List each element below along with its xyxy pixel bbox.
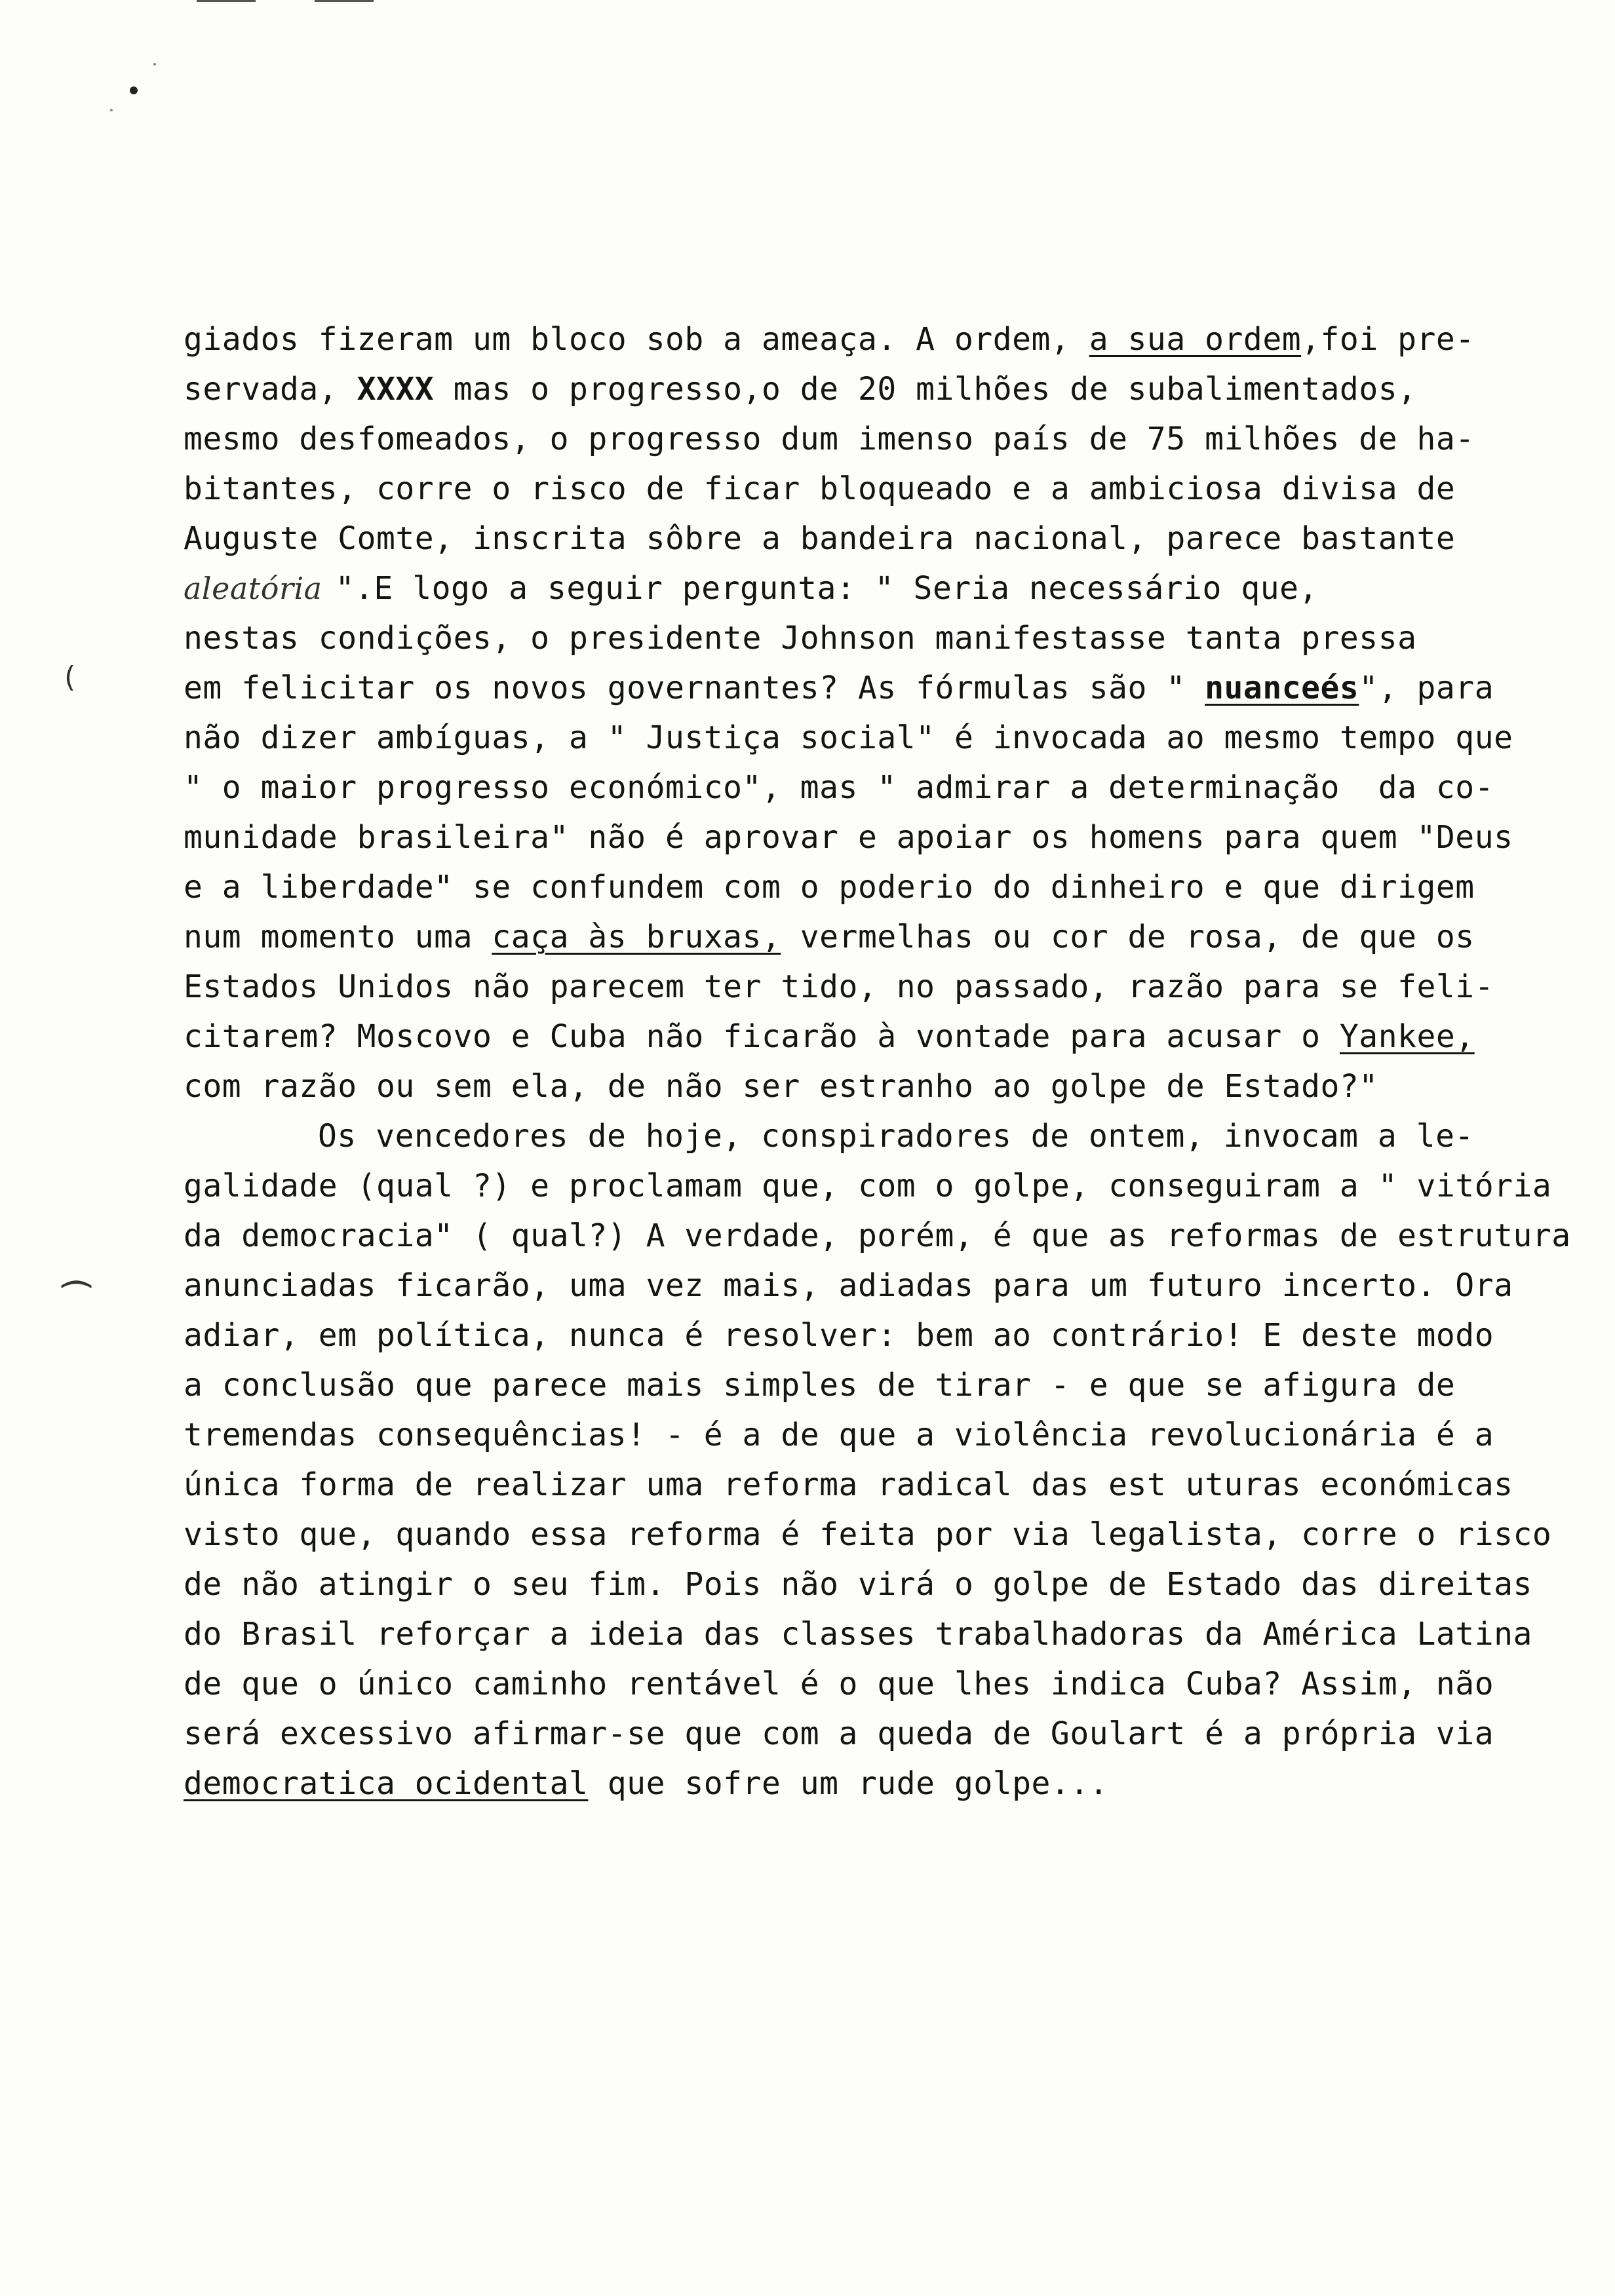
text-line bbox=[184, 1111, 1586, 1161]
text-line bbox=[184, 1759, 1586, 1808]
text-segment: ,foi pre- bbox=[1301, 321, 1475, 358]
text-segment: a conclusão que parece mais simples de tirar - e que se afigura de bbox=[184, 1367, 1456, 1404]
margin-curve-mark: ) bbox=[56, 1277, 96, 1292]
text-line bbox=[184, 1261, 1586, 1311]
text-line bbox=[184, 464, 1586, 514]
text-line bbox=[184, 813, 1586, 862]
text-segment: num momento uma bbox=[184, 919, 492, 955]
text-segment: vermelhas ou cor de rosa, de que os bbox=[781, 919, 1475, 955]
text-segment: ".E logo a seguir pergunta: " Seria necessário que, bbox=[335, 570, 1318, 607]
text-line bbox=[184, 862, 1586, 912]
ink-speck bbox=[130, 86, 138, 94]
text-line bbox=[184, 1062, 1586, 1111]
text-line bbox=[184, 663, 1586, 713]
top-edge-mark bbox=[197, 0, 256, 2]
ink-speck bbox=[110, 109, 113, 111]
text-segment: giados fizeram um bloco sob a ameaça. A ordem, bbox=[184, 321, 1089, 358]
underlined-text: nuanceés bbox=[1205, 670, 1359, 706]
text-segment: única forma de realizar uma reforma radical das est uturas económicas bbox=[184, 1466, 1513, 1503]
text-segment: citarem? Moscovo e Cuba não ficarão à vontade para acusar o bbox=[184, 1018, 1340, 1055]
text-segment: mas o progresso,o de 20 milhões de subalimentados, bbox=[434, 371, 1417, 408]
underlined-text: democratica ocidental bbox=[184, 1765, 589, 1802]
text-segment: anunciadas ficarão, uma vez mais, adiadas para um futuro incerto. Ora bbox=[184, 1267, 1513, 1304]
text-segment: mesmo desfomeados, o progresso dum imenso país de 75 milhões de ha- bbox=[184, 421, 1475, 457]
text-line bbox=[184, 763, 1586, 813]
text-segment: que sofre um rude golpe... bbox=[588, 1765, 1109, 1802]
underlined-text: a sua ordem bbox=[1089, 321, 1302, 358]
text-line bbox=[184, 713, 1586, 763]
text-line bbox=[184, 1410, 1586, 1460]
text-segment: munidade brasileira" não é aprovar e apoiar os homens para quem "Deus bbox=[184, 819, 1513, 856]
text-line bbox=[184, 912, 1586, 962]
text-line bbox=[184, 514, 1586, 564]
text-line bbox=[184, 1311, 1586, 1360]
text-segment: visto que, quando essa reforma é feita por via legalista, corre o risco bbox=[184, 1516, 1552, 1553]
text-segment: e a liberdade" se confundem com o poderio do dinheiro e que dirigem bbox=[184, 869, 1475, 906]
text-segment: Estados Unidos não parecem ter tido, no passado, razão para se feli- bbox=[184, 968, 1494, 1005]
text-segment: galidade (qual ?) e proclamam que, com o golpe, conseguiram a " vitória bbox=[184, 1168, 1552, 1204]
handwritten-annotation: aleatória bbox=[184, 571, 322, 606]
text-segment: não dizer ambíguas, a " Justiça social" é invocada ao mesmo tempo que bbox=[184, 719, 1513, 756]
text-segment: da democracia" ( qual?) A verdade, porém, é que as reformas de estrutura bbox=[184, 1217, 1571, 1254]
text-line bbox=[184, 1360, 1586, 1410]
text-line bbox=[184, 1709, 1586, 1759]
top-edge-mark bbox=[315, 0, 374, 2]
text-segment: adiar, em política, nunca é resolver: bem ao contrário! E deste modo bbox=[184, 1317, 1494, 1354]
text-line bbox=[184, 1609, 1586, 1659]
underlined-text: caça às bruxas, bbox=[492, 919, 781, 955]
text-segment: ", para bbox=[1359, 670, 1494, 706]
text-segment: de não atingir o seu fim. Pois não virá o golpe de Estado das direitas bbox=[184, 1566, 1532, 1603]
text-line bbox=[184, 613, 1586, 663]
text-segment: em felicitar os novos governantes? As fórmulas são " bbox=[184, 670, 1205, 706]
text-segment: nestas condições, o presidente Johnson manifestasse tanta pressa bbox=[184, 620, 1417, 657]
text-line bbox=[184, 1460, 1586, 1510]
text-segment: Auguste Comte, inscrita sôbre a bandeira nacional, parece bastante bbox=[184, 520, 1456, 557]
text-segment: será excessivo afirmar-se que com a queda de Goulart é a própria via bbox=[184, 1715, 1494, 1752]
margin-bracket-mark: ( bbox=[64, 660, 76, 694]
text-segment: servada, bbox=[184, 371, 357, 408]
text-segment: com razão ou sem ela, de não ser estranho ao golpe de Estado?" bbox=[184, 1068, 1378, 1105]
text-line bbox=[184, 414, 1586, 464]
text-segment: Os vencedores de hoje, conspiradores de ontem, invocam a le- bbox=[318, 1118, 1474, 1155]
text-line bbox=[184, 1559, 1586, 1609]
ink-speck bbox=[153, 63, 156, 66]
text-segment: bitantes, corre o risco de ficar bloqueado e a ambiciosa divisa de bbox=[184, 470, 1456, 507]
text-line bbox=[184, 315, 1586, 364]
text-segment: tremendas consequências! - é a de que a violência revolucionária é a bbox=[184, 1417, 1494, 1453]
text-line bbox=[184, 962, 1586, 1012]
text-line bbox=[184, 564, 1586, 613]
text-line bbox=[184, 1211, 1586, 1261]
text-segment: do Brasil reforçar a ideia das classes trabalhadoras da América Latina bbox=[184, 1616, 1532, 1653]
typed-text-body bbox=[184, 315, 1586, 1808]
text-line bbox=[184, 1161, 1586, 1211]
underlined-text: Yankee, bbox=[1339, 1018, 1475, 1055]
text-segment: de que o único caminho rentável é o que lhes indica Cuba? Assim, não bbox=[184, 1666, 1494, 1702]
text-segment: " o maior progresso económico", mas " admirar a determinação da co- bbox=[184, 769, 1494, 806]
text-line bbox=[184, 1012, 1586, 1062]
text-line bbox=[184, 1659, 1586, 1709]
text-line bbox=[184, 1510, 1586, 1559]
text-line bbox=[184, 364, 1586, 414]
text-segment: XXXX bbox=[357, 371, 435, 408]
